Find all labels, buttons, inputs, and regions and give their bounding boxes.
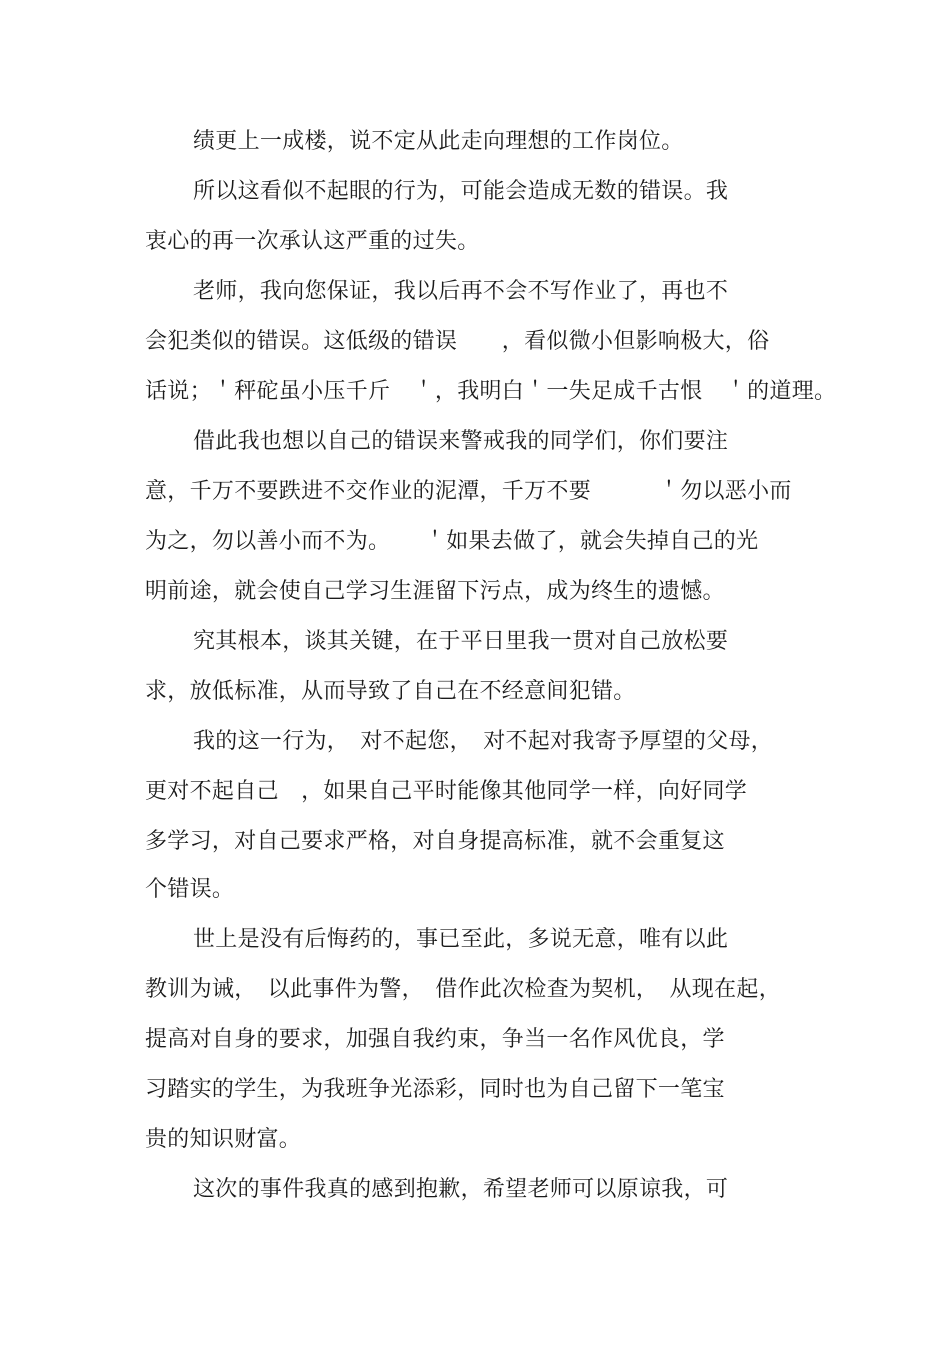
- text-line: 究其根本，谈其关键，在于平日里我一贯对自己放松要: [193, 629, 729, 654]
- text-line: 我的这一行为， 对不起您， 对不起对我寄予厚望的父母，: [193, 729, 774, 754]
- text-line: 求，放低标准，从而导致了自己在不经意间犯错。: [145, 679, 636, 704]
- text-line: 多学习，对自己要求严格，对自身提高标准，就不会重复这: [145, 829, 725, 854]
- text-line: 更对不起自己 ，如果自己平时能像其他同学一样，向好同学: [145, 779, 748, 804]
- text-line: 所以这看似不起眼的行为，可能会造成无数的错误。我: [193, 179, 729, 204]
- text-line: 提高对自身的要求，加强自我约束，争当一名作风优良，学: [145, 1027, 725, 1052]
- text-line: 这次的事件我真的感到抱歉，希望老师可以原谅我，可: [193, 1177, 729, 1202]
- text-line: 贵的知识财富。: [145, 1127, 302, 1152]
- text-line: 老师，我向您保证，我以后再不会不写作业了，再也不: [193, 279, 729, 304]
- text-line: 借此我也想以自己的错误来警戒我的同学们，你们要注: [193, 429, 729, 454]
- text-line: 绩更上一成楼，说不定从此走向理想的工作岗位。: [193, 129, 684, 154]
- text-line: 意，千万不要跌进不交作业的泥潭，千万不要 ＇勿以恶小而: [145, 479, 792, 504]
- text-line: 教训为诫， 以此事件为警， 借作此次检查为契机， 从现在起，: [145, 977, 782, 1002]
- text-line: 衷心的再一次承认这严重的过失。: [145, 229, 480, 254]
- text-line: 明前途，就会使自己学习生涯留下污点，成为终生的遗憾。: [145, 579, 725, 604]
- text-line: 话说；＇秤砣虽小压千斤 ＇，我明白＇一失足成千古恨 ＇的道理。: [145, 379, 837, 404]
- text-line: 个错误。: [145, 877, 235, 902]
- text-line: 会犯类似的错误。这低级的错误 ，看似微小但影响极大，俗: [145, 329, 770, 354]
- text-line: 为之，勿以善小而不为。 ＇如果去做了，就会失掉自己的光: [145, 529, 759, 554]
- text-line: 世上是没有后悔药的，事已至此，多说无意，唯有以此: [193, 927, 729, 952]
- text-line: 习踏实的学生，为我班争光添彩，同时也为自己留下一笔宝: [145, 1077, 725, 1102]
